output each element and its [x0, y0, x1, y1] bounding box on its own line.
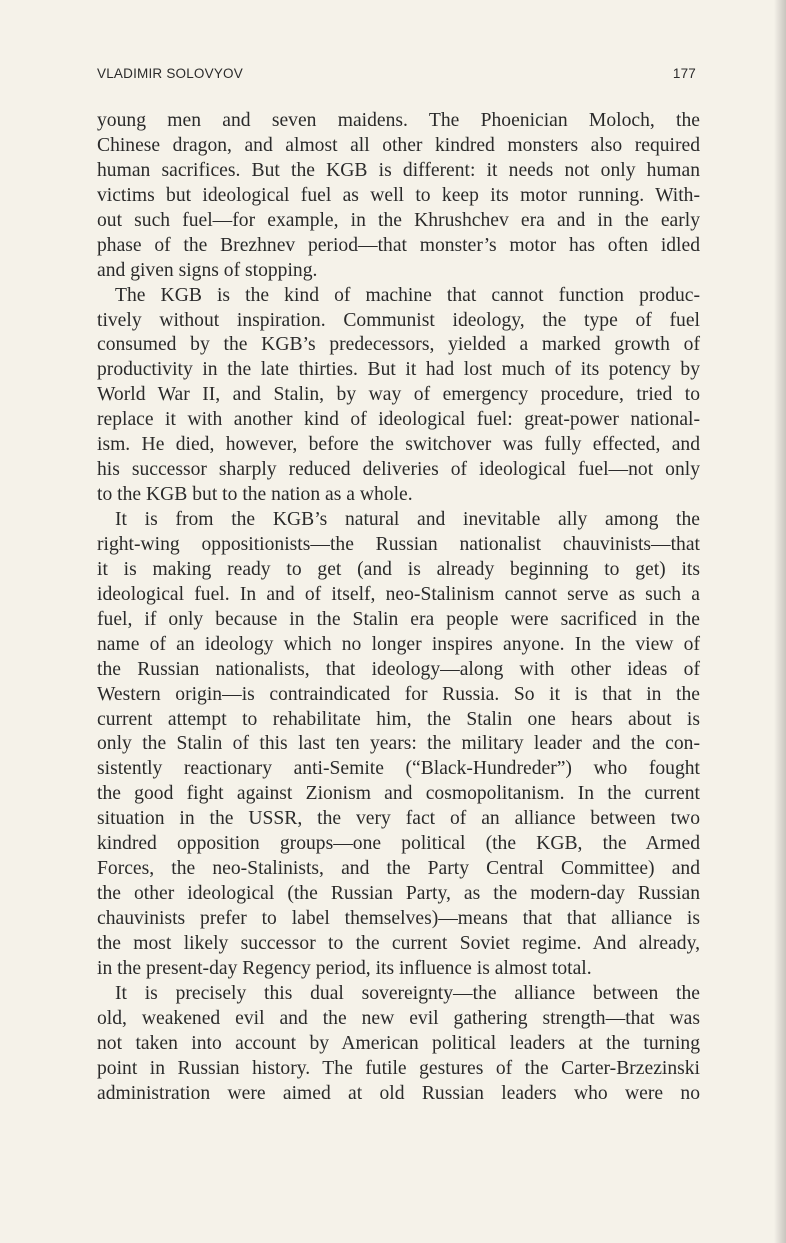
text-line: victims but ideological fuel as well to keep its motor running. With- — [97, 184, 700, 206]
text-line: name of an ideology which no longer inspires anyone. In the view of — [97, 633, 700, 655]
text-line: and given signs of stopping. — [97, 259, 318, 281]
paragraph — [97, 982, 700, 1107]
text-line: phase of the Brezhnev period—that monster’s motor has often idled — [97, 234, 700, 256]
text-line: right-wing oppositionists—the Russian nationalist chauvinists—that — [97, 533, 700, 555]
text-line: Chinese dragon, and almost all other kindred monsters also required — [97, 134, 700, 156]
text-line: not taken into account by American political leaders at the turning — [97, 1032, 700, 1054]
text-line: tively without inspiration. Communist ideology, the type of fuel — [97, 309, 700, 331]
text-line: human sacrifices. But the KGB is different: it needs not only human — [97, 159, 700, 181]
text-line: out such fuel—for example, in the Khrushchev era and in the early — [97, 209, 700, 231]
text-line: current attempt to rehabilitate him, the Stalin one hears about is — [97, 708, 700, 730]
text-line: the other ideological (the Russian Party, as the modern-day Russian — [97, 883, 700, 905]
text-line: Western origin—is contraindicated for Russia. So it is that in the — [97, 683, 700, 705]
running-header — [97, 66, 700, 86]
text-line: World War II, and Stalin, by way of emergency procedure, tried to — [97, 384, 700, 406]
text-line: it is making ready to get (and is already beginning to get) its — [97, 558, 700, 580]
text-line: chauvinists prefer to label themselves)—means that that alliance is — [97, 908, 700, 929]
text-line: the good fight against Zionism and cosmopolitanism. In the current — [97, 783, 700, 805]
text-line: situation in the USSR, the very fact of an alliance between two — [97, 808, 700, 830]
text-line: old, weakened evil and the new evil gathering strength—that was — [97, 1007, 700, 1029]
text-line: administration were aimed at old Russian leaders who were no — [97, 1082, 700, 1104]
text-line: the Russian nationalists, that ideology—along with other ideas of — [97, 658, 700, 680]
text-line: productivity in the late thirties. But it had lost much of its potency by — [97, 359, 700, 381]
text-line: The KGB is the kind of machine that cannot function produc- — [115, 284, 700, 306]
page-edge-shadow — [774, 0, 786, 1243]
text-line: Forces, the neo-Stalinists, and the Party Central Committee) and — [97, 858, 700, 880]
running-head-author: VLADIMIR SOLOVYOV — [97, 66, 243, 81]
text-line: ism. He died, however, before the switchover was fully effected, and — [97, 434, 700, 456]
page-number: 177 — [672, 66, 696, 81]
text-line: his successor sharply reduced deliveries of ideological fuel—not only — [97, 459, 700, 481]
text-line: It is from the KGB’s natural and inevitable ally among the — [115, 509, 700, 530]
text-line: young men and seven maidens. The Phoenician Moloch, the — [97, 110, 700, 131]
text-line: consumed by the KGB’s predecessors, yielded a marked growth of — [97, 334, 700, 356]
text-line: in the present-day Regency period, its influence is almost total. — [97, 957, 592, 979]
text-line: ideological fuel. In and of itself, neo-Stalinism cannot serve as such a — [97, 583, 700, 605]
text-line: only the Stalin of this last ten years: the military leader and the con- — [97, 733, 700, 755]
paragraph — [97, 109, 700, 284]
paragraph — [97, 284, 700, 508]
text-line: to the KGB but to the nation as a whole. — [97, 484, 413, 506]
text-line: It is precisely this dual sovereignty—the alliance between the — [115, 982, 700, 1004]
text-line: fuel, if only because in the Stalin era people were sacrificed in the — [97, 608, 700, 630]
text-line: replace it with another kind of ideological fuel: great-power national- — [97, 409, 700, 431]
text-line: sistently reactionary anti-Semite (“Black-Hundreder”) who fought — [97, 758, 700, 780]
text-line: the most likely successor to the current Soviet regime. And already, — [97, 932, 700, 954]
text-line: kindred opposition groups—one political (the KGB, the Armed — [97, 833, 700, 855]
paragraph — [97, 508, 700, 982]
text-line: point in Russian history. The futile gestures of the Carter-Brzezinski — [97, 1057, 700, 1079]
body-text — [97, 109, 700, 1107]
